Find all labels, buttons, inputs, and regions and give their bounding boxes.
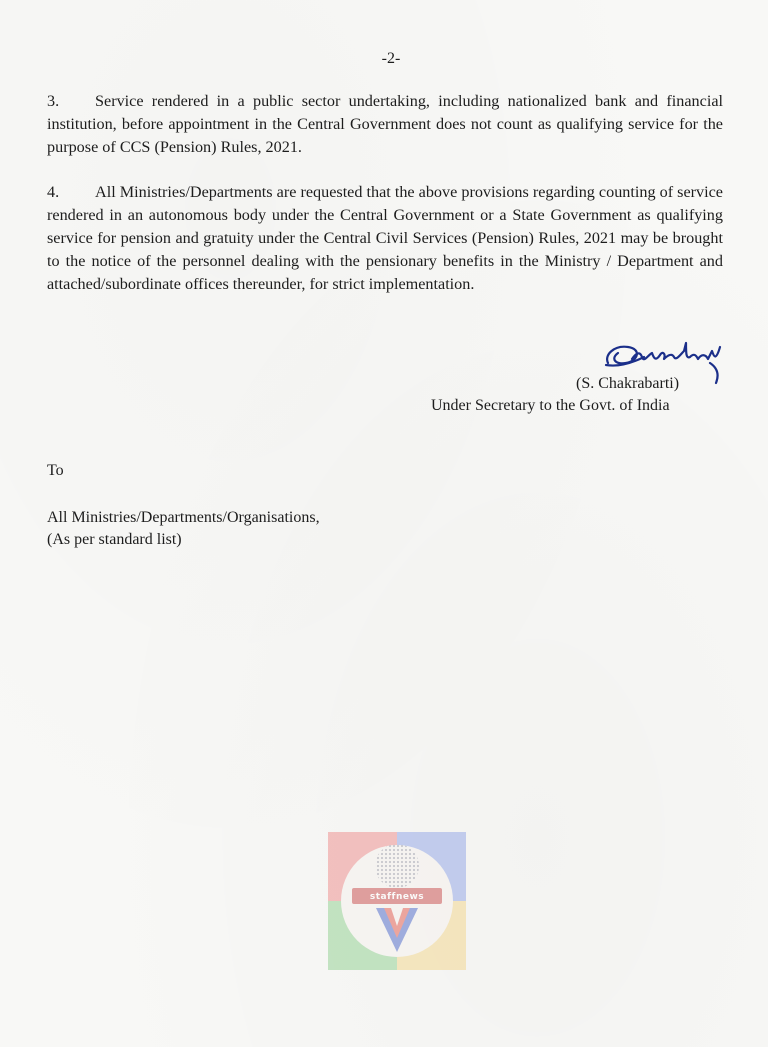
page-number: -2- bbox=[381, 50, 401, 67]
addressee-block bbox=[47, 507, 320, 551]
paragraph-number: 3. bbox=[47, 92, 60, 110]
signer-name: (S. Chakrabarti) bbox=[576, 375, 680, 392]
paragraph-number: 4. bbox=[47, 183, 60, 201]
watermark-text: staffnews bbox=[369, 892, 425, 902]
addressee-line: All Ministries/Departments/Organisations, bbox=[47, 509, 320, 526]
staffnews-watermark-logo bbox=[328, 832, 466, 970]
paragraph-text: All Ministries/Departments are requested that the above provisions regarding counting of service rendered in an autonomous body under the Central Government or a State Government as qualifying service for pension and gratuity under the Central Civil Services (Pension) Rules, 2021 may be brought to the notice of the personnel dealing with the pensionary benefits in the Ministry / Department and attached/subordinate offices thereunder, for strict implementation. bbox=[47, 183, 723, 293]
paragraph-4 bbox=[47, 181, 723, 296]
signer-designation: Under Secretary to the Govt. of India bbox=[431, 397, 670, 414]
to-label: To bbox=[47, 462, 64, 479]
paragraph-text: Service rendered in a public sector undertaking, including nationalized bank and financial institution, before appointment in the Central Government does not count as qualifying service for the purpose of CCS (Pension) Rules, 2021. bbox=[47, 92, 723, 156]
addressee-line: (As per standard list) bbox=[47, 531, 182, 548]
paragraph-3 bbox=[47, 90, 723, 159]
